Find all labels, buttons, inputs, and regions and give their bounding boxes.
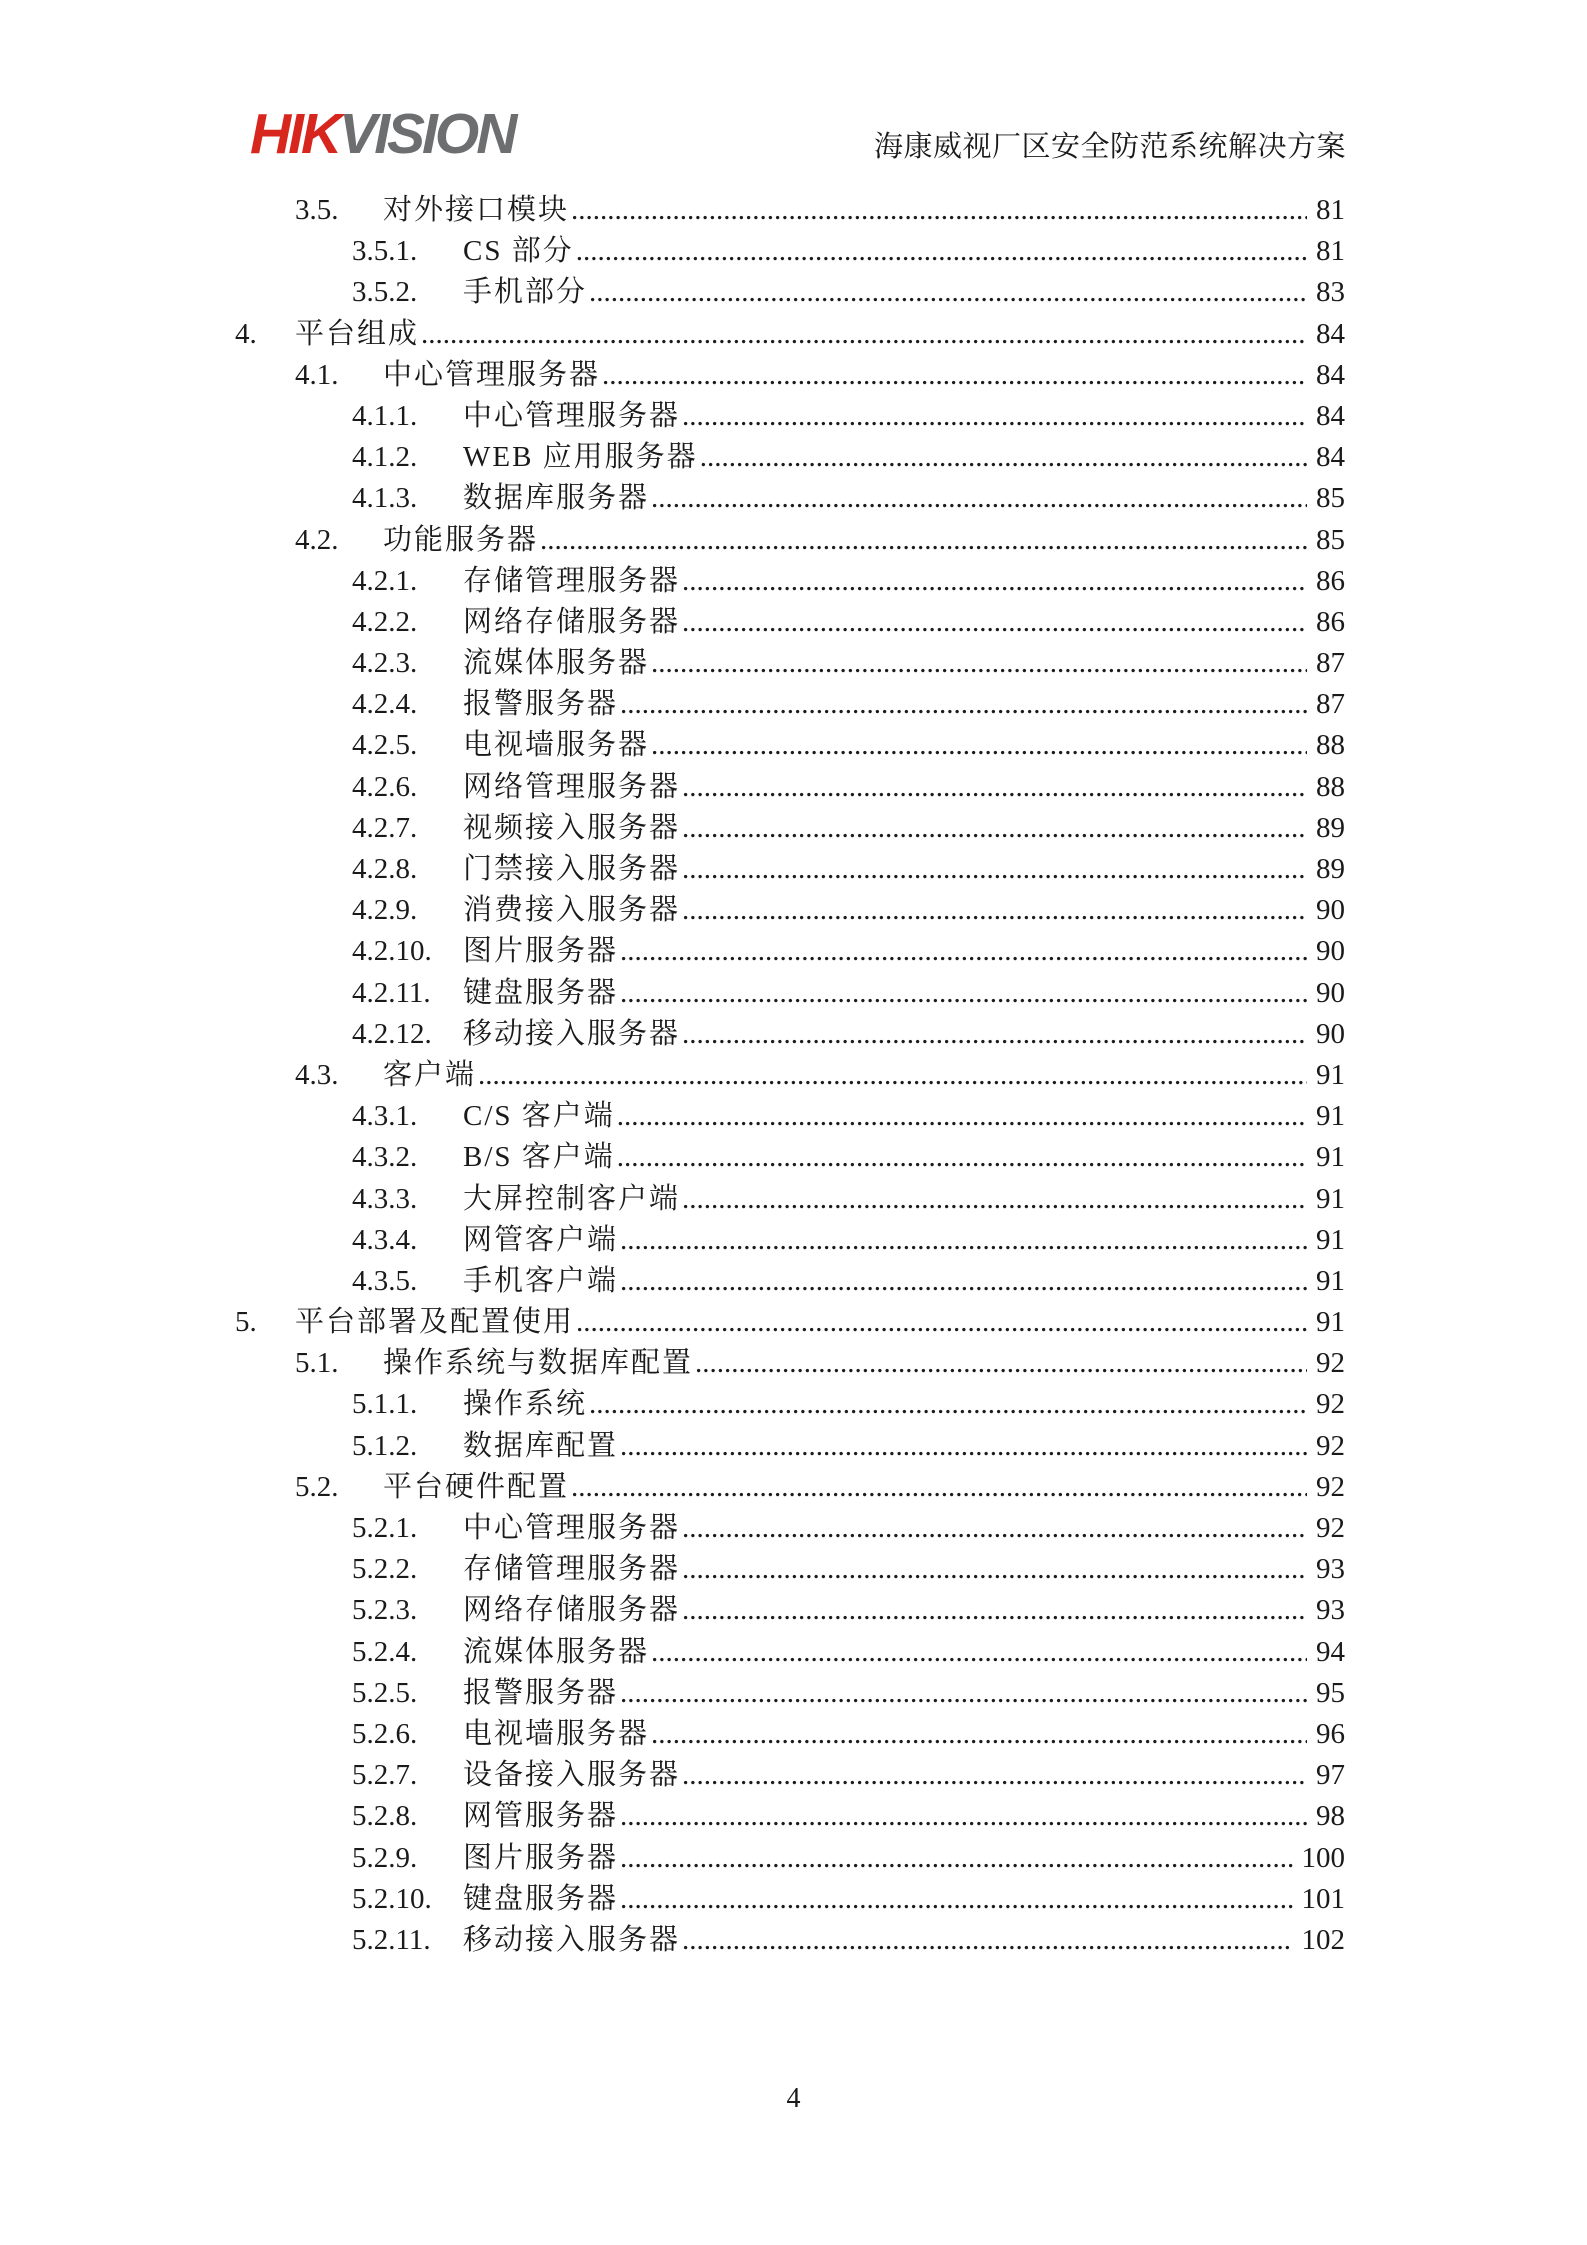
toc-dot-leader bbox=[682, 561, 1307, 602]
toc-entry-title: 移动接入服务器 bbox=[463, 1017, 681, 1050]
toc-entry-page: 93 bbox=[1316, 1594, 1345, 1627]
footer-page-number: 4 bbox=[786, 2083, 801, 2114]
toc-row[interactable] bbox=[0, 602, 1587, 643]
toc-dot-leader bbox=[682, 396, 1307, 437]
toc-dot-leader bbox=[589, 1384, 1307, 1425]
toc-entry-number: 5.2.8. bbox=[352, 1800, 418, 1833]
toc-entry-number: 4.2.9. bbox=[352, 894, 418, 927]
footer bbox=[0, 2083, 1587, 2115]
toc-row[interactable] bbox=[0, 561, 1587, 602]
toc-dot-leader bbox=[700, 437, 1307, 478]
toc-entry-page: 90 bbox=[1316, 894, 1345, 927]
toc-dot-leader bbox=[682, 1014, 1307, 1055]
toc-row[interactable] bbox=[0, 1426, 1587, 1467]
toc-entry-page: 89 bbox=[1316, 811, 1345, 844]
toc-dot-leader bbox=[620, 1879, 1292, 1920]
toc-entry-number: 4.3.5. bbox=[352, 1264, 418, 1297]
toc-entry-number: 4.1.2. bbox=[352, 441, 418, 474]
toc-dot-leader bbox=[617, 1137, 1307, 1178]
toc-row[interactable] bbox=[0, 767, 1587, 808]
toc-entry-page: 95 bbox=[1316, 1676, 1345, 1709]
toc-entry-number: 4.3.2. bbox=[352, 1141, 418, 1174]
toc-row[interactable] bbox=[0, 1137, 1587, 1178]
toc-entry-title: 手机客户端 bbox=[463, 1264, 619, 1297]
toc-entry-page: 98 bbox=[1316, 1800, 1345, 1833]
toc-entry-page: 90 bbox=[1316, 976, 1345, 1009]
toc-dot-leader bbox=[651, 478, 1307, 519]
toc-entry-page: 101 bbox=[1301, 1882, 1345, 1915]
toc-entry-page: 91 bbox=[1316, 1223, 1345, 1256]
toc-dot-leader bbox=[620, 684, 1307, 725]
toc-entry-title: 客户端 bbox=[383, 1058, 477, 1091]
toc-entry-number: 5.2.4. bbox=[352, 1635, 418, 1668]
toc-row[interactable] bbox=[0, 1632, 1587, 1673]
toc-entry-title: 存储管理服务器 bbox=[463, 564, 681, 597]
toc-entry-number: 4.3.3. bbox=[352, 1182, 418, 1215]
toc-dot-leader bbox=[620, 1426, 1307, 1467]
toc-entry-title: 平台硬件配置 bbox=[383, 1470, 570, 1503]
toc-dot-leader bbox=[682, 808, 1307, 849]
toc-entry-title: 平台部署及配置使用 bbox=[295, 1306, 575, 1339]
toc-dot-leader bbox=[682, 1920, 1292, 1961]
toc-entry-number: 4.1.3. bbox=[352, 482, 418, 515]
toc-entry-number: 5.2.7. bbox=[352, 1759, 418, 1792]
toc-dot-leader bbox=[540, 520, 1307, 561]
toc-entry-title: 手机部分 bbox=[463, 276, 588, 309]
toc-row[interactable] bbox=[0, 1673, 1587, 1714]
toc-row[interactable] bbox=[0, 1549, 1587, 1590]
toc-dot-leader bbox=[620, 1220, 1307, 1261]
toc-entry-page: 96 bbox=[1316, 1717, 1345, 1750]
toc-dot-leader bbox=[682, 602, 1307, 643]
toc-entry-page: 92 bbox=[1316, 1512, 1345, 1544]
toc-dot-leader bbox=[682, 1755, 1307, 1796]
toc-entry-page: 91 bbox=[1316, 1306, 1345, 1339]
toc-dot-leader bbox=[421, 314, 1307, 355]
toc-row[interactable] bbox=[0, 1096, 1587, 1137]
toc-entry-number: 5.2.11. bbox=[352, 1923, 431, 1956]
toc-row[interactable] bbox=[0, 849, 1587, 890]
toc-entry-number: 5.2.3. bbox=[352, 1594, 418, 1627]
toc-dot-leader bbox=[620, 1673, 1307, 1714]
toc-entry-page: 97 bbox=[1316, 1759, 1345, 1792]
toc-entry-number: 3.5.2. bbox=[352, 276, 418, 309]
toc-entry-page: 84 bbox=[1316, 441, 1345, 474]
toc-entry-title: 移动接入服务器 bbox=[463, 1923, 681, 1956]
toc-entry-number: 5.1.2. bbox=[352, 1429, 418, 1462]
toc-entry-page: 86 bbox=[1316, 564, 1345, 597]
toc-entry-number: 5.2.2. bbox=[352, 1553, 418, 1586]
toc-row[interactable] bbox=[0, 1879, 1587, 1920]
toc-entry-page: 81 bbox=[1316, 235, 1345, 268]
toc-dot-leader bbox=[682, 890, 1307, 931]
toc-row[interactable] bbox=[0, 478, 1587, 519]
toc-row[interactable] bbox=[0, 1714, 1587, 1755]
toc-entry-number: 4.2.3. bbox=[352, 647, 418, 680]
toc-row[interactable] bbox=[0, 1014, 1587, 1055]
toc-entry-page: 89 bbox=[1316, 853, 1345, 885]
toc-entry-page: 90 bbox=[1316, 1017, 1345, 1050]
toc-entry-title: 视频接入服务器 bbox=[463, 811, 681, 844]
toc-dot-leader bbox=[620, 1261, 1307, 1302]
toc-entry-page: 87 bbox=[1316, 688, 1345, 721]
toc-entry-page: 84 bbox=[1316, 399, 1345, 432]
toc-entry-number: 4.3.1. bbox=[352, 1100, 418, 1133]
toc-dot-leader bbox=[589, 272, 1307, 313]
toc-dot-leader bbox=[651, 1632, 1307, 1673]
toc-entry-number: 5.2.6. bbox=[352, 1717, 418, 1750]
toc-entry-page: 92 bbox=[1316, 1429, 1345, 1462]
toc-entry-page: 100 bbox=[1301, 1841, 1345, 1874]
toc-list bbox=[0, 190, 1587, 1961]
toc-entry-page: 91 bbox=[1316, 1264, 1345, 1297]
toc-row[interactable] bbox=[0, 1055, 1587, 1096]
toc-entry-title: 平台组成 bbox=[295, 317, 420, 350]
toc-entry-page: 94 bbox=[1316, 1635, 1345, 1668]
toc-entry-title: 数据库配置 bbox=[463, 1429, 619, 1462]
toc-dot-leader bbox=[682, 1179, 1307, 1220]
toc-row[interactable] bbox=[0, 684, 1587, 725]
toc-entry-number: 4.2.6. bbox=[352, 770, 418, 803]
toc-entry-page: 91 bbox=[1316, 1182, 1345, 1215]
toc-entry-page: 83 bbox=[1316, 276, 1345, 309]
toc-row[interactable] bbox=[0, 1467, 1587, 1508]
toc-entry-title: 图片服务器 bbox=[463, 935, 619, 968]
toc-entry-title: WEB 应用服务器 bbox=[463, 441, 698, 474]
toc-dot-leader bbox=[576, 1302, 1307, 1343]
toc-row[interactable] bbox=[0, 643, 1587, 684]
toc-entry-page: 81 bbox=[1316, 194, 1345, 226]
toc-entry-page: 92 bbox=[1316, 1347, 1345, 1380]
toc-row[interactable] bbox=[0, 1384, 1587, 1425]
toc-entry-page: 91 bbox=[1316, 1100, 1345, 1133]
toc-entry-page: 85 bbox=[1316, 523, 1345, 556]
toc-entry-page: 86 bbox=[1316, 605, 1345, 638]
toc-entry-title: 消费接入服务器 bbox=[463, 894, 681, 927]
toc-row[interactable] bbox=[0, 1179, 1587, 1220]
toc-entry-title: 操作系统与数据库配置 bbox=[383, 1347, 694, 1380]
toc-entry-number: 3.5. bbox=[295, 194, 339, 226]
toc-row[interactable] bbox=[0, 520, 1587, 561]
toc-entry-number: 4.2.10. bbox=[352, 935, 432, 968]
toc-dot-leader bbox=[695, 1343, 1307, 1384]
toc-entry-title: 操作系统 bbox=[463, 1388, 588, 1421]
toc-entry-number: 4.2.7. bbox=[352, 811, 418, 844]
toc-entry-title: 报警服务器 bbox=[463, 688, 619, 721]
toc-entry-number: 4.1.1. bbox=[352, 399, 418, 432]
toc-entry-title: 存储管理服务器 bbox=[463, 1553, 681, 1586]
toc-entry-title: 中心管理服务器 bbox=[463, 399, 681, 432]
toc-row[interactable] bbox=[0, 1755, 1587, 1796]
toc-dot-leader bbox=[602, 355, 1307, 396]
toc-dot-leader bbox=[651, 1714, 1307, 1755]
toc-dot-leader bbox=[682, 1549, 1307, 1590]
toc-dot-leader bbox=[682, 849, 1307, 890]
toc-row[interactable] bbox=[0, 1838, 1587, 1879]
toc-entry-number: 4.2.12. bbox=[352, 1017, 432, 1050]
toc-entry-title: 流媒体服务器 bbox=[463, 1635, 650, 1668]
toc-entry-number: 4.2.4. bbox=[352, 688, 418, 721]
toc-entry-title: 中心管理服务器 bbox=[463, 1512, 681, 1544]
toc-entry-title: 设备接入服务器 bbox=[463, 1759, 681, 1792]
toc-entry-number: 5.2.10. bbox=[352, 1882, 432, 1915]
toc-entry-number: 4.2.8. bbox=[352, 853, 418, 885]
toc-entry-title: 键盘服务器 bbox=[463, 976, 619, 1009]
toc-row[interactable] bbox=[0, 396, 1587, 437]
toc-row[interactable] bbox=[0, 231, 1587, 272]
toc-entry-page: 84 bbox=[1316, 358, 1345, 391]
toc-entry-page: 87 bbox=[1316, 647, 1345, 680]
toc-entry-title: 图片服务器 bbox=[463, 1841, 619, 1874]
toc-entry-title: 流媒体服务器 bbox=[463, 647, 650, 680]
hikvision-logo bbox=[250, 102, 515, 166]
toc-entry-number: 5.2. bbox=[295, 1470, 339, 1503]
toc-entry-title: 网管服务器 bbox=[463, 1800, 619, 1833]
toc-dot-leader bbox=[651, 643, 1307, 684]
toc-dot-leader bbox=[620, 931, 1307, 972]
toc-entry-page: 92 bbox=[1316, 1388, 1345, 1421]
toc-dot-leader bbox=[682, 1508, 1307, 1549]
toc-row[interactable] bbox=[0, 437, 1587, 478]
toc-row[interactable] bbox=[0, 314, 1587, 355]
toc-entry-page: 102 bbox=[1301, 1923, 1345, 1956]
toc-row[interactable] bbox=[0, 890, 1587, 931]
toc-entry-title: 对外接口模块 bbox=[383, 194, 570, 226]
toc-entry-title: C/S 客户端 bbox=[463, 1100, 615, 1133]
toc-entry-number: 5.2.1. bbox=[352, 1512, 418, 1544]
toc-entry-number: 3.5.1. bbox=[352, 235, 418, 268]
toc-entry-page: 84 bbox=[1316, 317, 1345, 350]
toc-entry-title: 电视墙服务器 bbox=[463, 1717, 650, 1750]
toc-entry-number: 4.3. bbox=[295, 1058, 339, 1091]
toc-entry-page: 88 bbox=[1316, 770, 1345, 803]
logo-hik-text: HIK bbox=[250, 102, 340, 166]
toc-entry-number: 4.2.2. bbox=[352, 605, 418, 638]
toc-entry-page: 93 bbox=[1316, 1553, 1345, 1586]
toc-dot-leader bbox=[620, 973, 1307, 1014]
toc-entry-number: 5.1.1. bbox=[352, 1388, 418, 1421]
toc-row[interactable] bbox=[0, 355, 1587, 396]
toc-row[interactable] bbox=[0, 973, 1587, 1014]
toc-entry-number: 4.1. bbox=[295, 358, 339, 391]
toc-entry-title: 中心管理服务器 bbox=[383, 358, 601, 391]
toc-entry-title: CS 部分 bbox=[463, 235, 574, 268]
toc-dot-leader bbox=[682, 767, 1307, 808]
toc-entry-title: 门禁接入服务器 bbox=[463, 853, 681, 885]
toc-entry-title: 网络存储服务器 bbox=[463, 605, 681, 638]
toc-entry-title: 电视墙服务器 bbox=[463, 729, 650, 762]
toc-entry-title: 网络管理服务器 bbox=[463, 770, 681, 803]
toc-entry-number: 4.3.4. bbox=[352, 1223, 418, 1256]
toc-entry-page: 92 bbox=[1316, 1470, 1345, 1503]
toc-entry-number: 4.2.11. bbox=[352, 976, 431, 1009]
toc-dot-leader bbox=[576, 231, 1307, 272]
toc-row[interactable] bbox=[0, 190, 1587, 231]
toc-entry-title: 键盘服务器 bbox=[463, 1882, 619, 1915]
toc-row[interactable] bbox=[0, 725, 1587, 766]
toc-dot-leader bbox=[651, 725, 1307, 766]
toc-entry-title: B/S 客户端 bbox=[463, 1141, 615, 1174]
toc-dot-leader bbox=[478, 1055, 1307, 1096]
toc-dot-leader bbox=[571, 190, 1307, 231]
toc-dot-leader bbox=[682, 1590, 1307, 1631]
toc-row[interactable] bbox=[0, 1261, 1587, 1302]
toc-entry-page: 90 bbox=[1316, 935, 1345, 968]
toc-row[interactable] bbox=[0, 1590, 1587, 1631]
toc-dot-leader bbox=[620, 1796, 1307, 1837]
toc-entry-title: 网管客户端 bbox=[463, 1223, 619, 1256]
toc-entry-title: 功能服务器 bbox=[383, 523, 539, 556]
toc-entry-number: 5.1. bbox=[295, 1347, 339, 1380]
toc-entry-title: 大屏控制客户端 bbox=[463, 1182, 681, 1215]
toc-entry-page: 85 bbox=[1316, 482, 1345, 515]
toc-entry-page: 88 bbox=[1316, 729, 1345, 762]
toc-entry-number: 5.2.5. bbox=[352, 1676, 418, 1709]
toc-dot-leader bbox=[620, 1838, 1292, 1879]
toc-entry-title: 网络存储服务器 bbox=[463, 1594, 681, 1627]
toc-entry-number: 5. bbox=[235, 1306, 257, 1339]
toc-row[interactable] bbox=[0, 1220, 1587, 1261]
toc-entry-number: 4.2.5. bbox=[352, 729, 418, 762]
toc-dot-leader bbox=[571, 1467, 1307, 1508]
toc-entry-title: 报警服务器 bbox=[463, 1676, 619, 1709]
toc-entry-number: 5.2.9. bbox=[352, 1841, 418, 1874]
logo-vision-text: VISION bbox=[339, 102, 515, 166]
toc-row[interactable] bbox=[0, 1343, 1587, 1384]
toc-entry-number: 4.2.1. bbox=[352, 564, 418, 597]
toc-row[interactable] bbox=[0, 1508, 1587, 1549]
toc-row[interactable] bbox=[0, 1796, 1587, 1837]
toc-row[interactable] bbox=[0, 1302, 1587, 1343]
toc-entry-number: 4. bbox=[235, 317, 257, 350]
toc-entry-page: 91 bbox=[1316, 1141, 1345, 1174]
toc-dot-leader bbox=[617, 1096, 1307, 1137]
toc-row[interactable] bbox=[0, 808, 1587, 849]
toc-row[interactable] bbox=[0, 272, 1587, 313]
header-document-title: 海康威视厂区安全防范系统解决方案 bbox=[873, 131, 1346, 163]
toc-entry-number: 4.2. bbox=[295, 523, 339, 556]
toc-row[interactable] bbox=[0, 931, 1587, 972]
toc-entry-page: 91 bbox=[1316, 1058, 1345, 1091]
toc-row[interactable] bbox=[0, 1920, 1587, 1961]
toc-entry-title: 数据库服务器 bbox=[463, 482, 650, 515]
